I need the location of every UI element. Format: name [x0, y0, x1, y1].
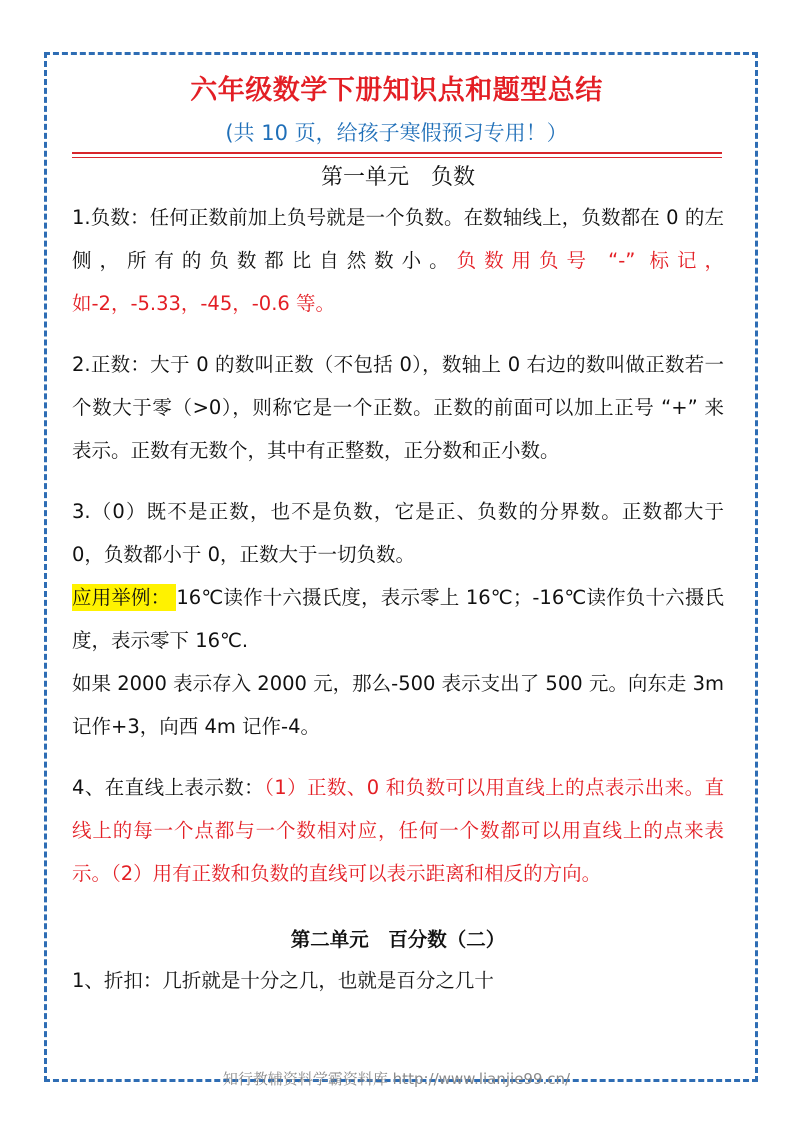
footer-watermark: 知行教辅资料学霸资料库 http://www.lianjie99.cn/	[222, 1070, 571, 1088]
unit1-paragraph-negative	[72, 196, 724, 325]
document-subtitle: (共 10 页，给孩子寒假预习专用！）	[225, 121, 568, 145]
example-text: 16℃读作十六摄氏度，表示零上 16℃；-16℃读作负十六摄氏度，表示零下 16℃.	[72, 586, 724, 652]
unit1-paragraph-example	[72, 576, 724, 662]
unit1-paragraph-deposit: 如果 2000 表示存入 2000 元，那么-500 表示支出了 500 元。向东走 3m 记作+3，向西 4m 记作-4。	[72, 672, 724, 738]
unit1-paragraph-number-line	[72, 766, 724, 895]
unit1-paragraph-positive: 2.正数：大于 0 的数叫正数（不包括 0），数轴上 0 右边的数叫做正数若一个数大于零（>0），则称它是一个正数。正数的前面可以加上正号 “+” 来表示。正数有无数个，其中有正整数，正分数和正小数。	[72, 353, 724, 462]
unit1-heading: 第一单元 负数	[320, 165, 475, 190]
title-divider-thin	[72, 157, 722, 158]
number-line-explanation: （1）正数、0 和负数可以用直线上的点表示出来。直线上的每一个点都与一个数相对应，任何一个数都可以用直线上的点来表示。（2）用有正数和负数的直线可以表示距离和相反的方向。	[72, 776, 724, 885]
example-highlight-label: 应用举例：	[72, 584, 176, 611]
unit1-paragraph-zero: 3.（0）既不是正数，也不是负数，它是正、负数的分界数。正数都大于 0，负数都小于 0，正数大于一切负数。	[72, 500, 724, 566]
document-title: 六年级数学下册知识点和题型总结	[190, 75, 603, 106]
document-body	[72, 160, 724, 1002]
number-line-prefix: 4、在直线上表示数：	[72, 776, 265, 799]
negative-definition: 1.负数：任何正数前加上负号就是一个负数。在数轴线上，负数都在 0 的左侧，所有的负数都比自然数小。	[72, 206, 724, 272]
title-divider-thick	[72, 152, 722, 154]
negative-notation-note: 负数用负号 “-” 标记，如-2，-5.33，-45，-0.6 等。	[72, 249, 724, 315]
unit2-heading: 第二单元 百分数（二）	[290, 928, 506, 951]
unit2-paragraph-discount: 1、折扣：几折就是十分之几，也就是百分之几十	[72, 969, 494, 992]
